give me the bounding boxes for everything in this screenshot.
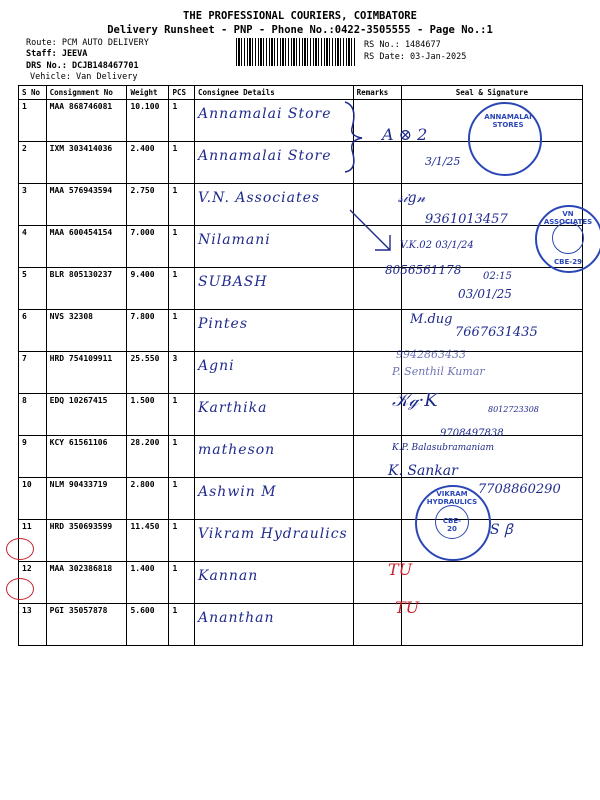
rs-date: RS Date: 03-Jan-2025 bbox=[364, 52, 467, 62]
cell-pcs: 1 bbox=[169, 226, 195, 268]
cell-sno: 6 bbox=[19, 310, 47, 352]
cell-weight: 2.400 bbox=[127, 142, 169, 184]
cell-consignee bbox=[195, 100, 354, 142]
cell-consignment: PGI 35057878 bbox=[46, 604, 127, 646]
consignee-handwriting: Annamalai Store bbox=[198, 148, 332, 164]
cell-pcs: 1 bbox=[169, 268, 195, 310]
table-row bbox=[19, 562, 583, 604]
signature-row13-note: TU bbox=[395, 598, 420, 617]
cell-consignee bbox=[195, 184, 354, 226]
consignee-handwriting: Ashwin M bbox=[198, 484, 277, 500]
cell-pcs: 1 bbox=[169, 310, 195, 352]
signature-row1-date: 3/1/25 bbox=[425, 155, 461, 168]
signature-row5-date: 03/01/25 bbox=[458, 287, 512, 301]
cell-pcs: 1 bbox=[169, 604, 195, 646]
signature-row3-phone: 9361013457 bbox=[425, 212, 508, 227]
cell-weight: 5.600 bbox=[127, 604, 169, 646]
cell-sno: 10 bbox=[19, 478, 47, 520]
cell-pcs: 1 bbox=[169, 478, 195, 520]
runsheet-title: Delivery Runsheet - PNP - Phone No.:0422-3505555 - Page No.:1 bbox=[107, 24, 493, 36]
consignee-handwriting: Ananthan bbox=[198, 610, 275, 626]
signature-row12-note: TU bbox=[388, 560, 413, 579]
vn-stamp-inner bbox=[552, 222, 584, 254]
vn-stamp-city: CBE-29 bbox=[554, 258, 582, 266]
vehicle-label: Vehicle: Van Delivery bbox=[30, 72, 138, 82]
cell-consignment: IXM 303414036 bbox=[46, 142, 127, 184]
cell-weight: 1.500 bbox=[127, 394, 169, 436]
cell-sno: 3 bbox=[19, 184, 47, 226]
signature-row6: M.dug bbox=[410, 312, 453, 327]
vn-stamp-text: VN ASSOCIATES bbox=[543, 210, 593, 226]
signature-row8-phone: 8012723308 bbox=[488, 405, 539, 414]
signature-row3: 𝓈𝒾𝑔𝓃 bbox=[398, 190, 426, 206]
cell-consignment: HRD 350693599 bbox=[46, 520, 127, 562]
cell-remarks bbox=[353, 520, 401, 562]
cell-sno: 7 bbox=[19, 352, 47, 394]
col-signature: Seal & Signature bbox=[401, 86, 582, 100]
consignee-handwriting: Karthika bbox=[198, 400, 268, 416]
cell-remarks bbox=[353, 310, 401, 352]
rs-number: RS No.: 1484677 bbox=[364, 40, 441, 50]
staff-label: Staff: JEEVA bbox=[26, 49, 88, 59]
cell-consignment: MAA 576943594 bbox=[46, 184, 127, 226]
cell-sno: 12 bbox=[19, 562, 47, 604]
signature-row11: S ꞵ bbox=[490, 522, 513, 538]
cell-sno: 8 bbox=[19, 394, 47, 436]
cell-sno: 5 bbox=[19, 268, 47, 310]
cell-signature bbox=[401, 562, 582, 604]
remarks-brace bbox=[340, 98, 370, 176]
signature-row1: A ⊗ 2 bbox=[382, 125, 428, 144]
cell-consignment: BLR 805130237 bbox=[46, 268, 127, 310]
cell-signature bbox=[401, 604, 582, 646]
col-pcs: PCS bbox=[169, 86, 195, 100]
cell-consignee bbox=[195, 352, 354, 394]
cell-consignee bbox=[195, 310, 354, 352]
cell-pcs: 1 bbox=[169, 520, 195, 562]
col-sno: S No bbox=[19, 86, 47, 100]
table-row bbox=[19, 436, 583, 478]
table-row bbox=[19, 352, 583, 394]
cell-consignment: NLM 90433719 bbox=[46, 478, 127, 520]
cell-weight: 11.450 bbox=[127, 520, 169, 562]
signature-row10: K. Sankar bbox=[388, 463, 458, 479]
barcode bbox=[236, 38, 356, 66]
cell-consignment: MAA 868746081 bbox=[46, 100, 127, 142]
cell-pcs: 1 bbox=[169, 142, 195, 184]
cell-consignee bbox=[195, 520, 354, 562]
cell-sno: 9 bbox=[19, 436, 47, 478]
cell-consignment: MAA 302386818 bbox=[46, 562, 127, 604]
cell-consignment: KCY 61561106 bbox=[46, 436, 127, 478]
cell-consignee bbox=[195, 226, 354, 268]
signature-row5-phone: 8056561178 bbox=[385, 263, 462, 277]
signature-row6-phone: 7667631435 bbox=[455, 325, 538, 340]
signature-row5-time: 02:15 bbox=[483, 271, 512, 282]
table-row bbox=[19, 226, 583, 268]
cell-remarks bbox=[353, 478, 401, 520]
cell-consignee bbox=[195, 394, 354, 436]
drs-number: DRS No.: DCJB148467701 bbox=[26, 61, 139, 71]
cell-consignment: EDQ 10267415 bbox=[46, 394, 127, 436]
cell-consignee bbox=[195, 604, 354, 646]
cell-weight: 28.200 bbox=[127, 436, 169, 478]
consignee-handwriting: Pintes bbox=[198, 316, 249, 332]
cell-consignee bbox=[195, 268, 354, 310]
red-circle-row12 bbox=[6, 538, 34, 560]
consignee-handwriting: Vikram Hydraulics bbox=[198, 526, 348, 542]
cell-consignment: HRD 754109911 bbox=[46, 352, 127, 394]
cell-sno: 4 bbox=[19, 226, 47, 268]
cell-weight: 2.800 bbox=[127, 478, 169, 520]
consignee-handwriting: matheson bbox=[198, 442, 276, 458]
col-consignee: Consignee Details bbox=[195, 86, 354, 100]
cell-consignee bbox=[195, 478, 354, 520]
cell-sno: 1 bbox=[19, 100, 47, 142]
signature-row7-name: P. Senthil Kumar bbox=[392, 365, 485, 378]
cell-consignee bbox=[195, 562, 354, 604]
cell-pcs: 1 bbox=[169, 436, 195, 478]
cell-weight: 7.000 bbox=[127, 226, 169, 268]
cell-sno: 11 bbox=[19, 520, 47, 562]
red-circle-row13 bbox=[6, 578, 34, 600]
consignee-handwriting: Kannan bbox=[198, 568, 259, 584]
signature-row9-name: K.P. Balasubramaniam bbox=[392, 443, 495, 453]
route-label: Route: PCM AUTO DELIVERY bbox=[26, 38, 149, 48]
cell-consignee bbox=[195, 436, 354, 478]
signature-row9-phone: 9708497838 bbox=[440, 428, 504, 439]
col-consignment: Consignment No bbox=[46, 86, 127, 100]
signature-row8: 𝒦ℊ·K bbox=[392, 390, 438, 411]
table-row bbox=[19, 604, 583, 646]
cell-weight: 10.100 bbox=[127, 100, 169, 142]
consignee-handwriting: V.N. Associates bbox=[198, 190, 321, 206]
cell-pcs: 1 bbox=[169, 184, 195, 226]
consignee-handwriting: SUBASH bbox=[198, 274, 268, 290]
company-title: THE PROFESSIONAL COURIERS, COIMBATORE bbox=[183, 10, 417, 22]
cell-consignment: NVS 32308 bbox=[46, 310, 127, 352]
cell-weight: 25.550 bbox=[127, 352, 169, 394]
cell-weight: 7.800 bbox=[127, 310, 169, 352]
cell-consignment: MAA 600454154 bbox=[46, 226, 127, 268]
signature-row10-phone: 7708860290 bbox=[478, 482, 561, 497]
cell-pcs: 1 bbox=[169, 562, 195, 604]
col-weight: Weight bbox=[127, 86, 169, 100]
cell-pcs: 3 bbox=[169, 352, 195, 394]
annamalai-stamp-text: ANNAMALAI STORES bbox=[484, 113, 532, 129]
consignee-handwriting: Nilamani bbox=[198, 232, 271, 248]
arrow-mark bbox=[345, 205, 405, 265]
cell-weight: 2.750 bbox=[127, 184, 169, 226]
table-header-row bbox=[19, 86, 583, 100]
consignee-handwriting: Annamalai Store bbox=[198, 106, 332, 122]
cell-sno: 13 bbox=[19, 604, 47, 646]
consignee-handwriting: Agni bbox=[198, 358, 235, 374]
cell-pcs: 1 bbox=[169, 100, 195, 142]
vikram-stamp-text: VIKRAM HYDRAULICS bbox=[426, 490, 478, 506]
signature-row7-phone: 9942863433 bbox=[396, 348, 466, 361]
cell-sno: 2 bbox=[19, 142, 47, 184]
vikram-stamp-city: CBE-20 bbox=[442, 517, 462, 533]
cell-consignee bbox=[195, 142, 354, 184]
cell-weight: 9.400 bbox=[127, 268, 169, 310]
col-remarks: Remarks bbox=[353, 86, 401, 100]
signature-row4-date: V.K.02 03/1/24 bbox=[400, 240, 474, 251]
cell-weight: 1.400 bbox=[127, 562, 169, 604]
cell-pcs: 1 bbox=[169, 394, 195, 436]
